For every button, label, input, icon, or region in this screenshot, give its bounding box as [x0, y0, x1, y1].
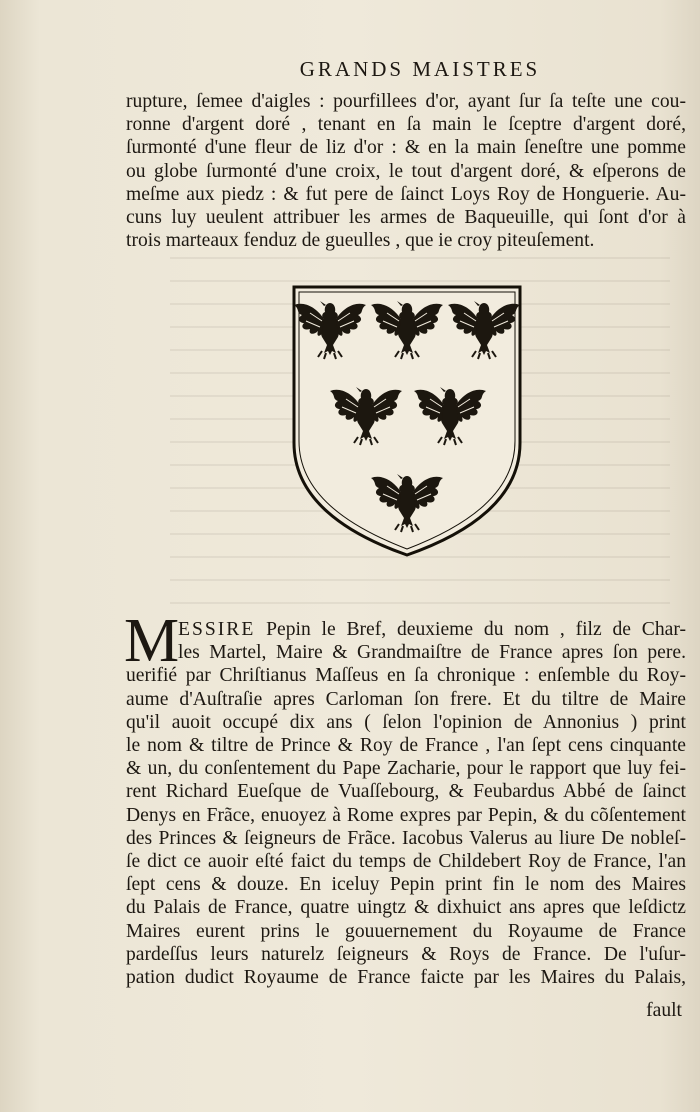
- text-line: Maires eurent prins le gouuernement du Royaume de France: [126, 920, 686, 942]
- coat-of-arms-shield: [290, 283, 524, 559]
- text-line: uerifié par Chriſtianus Maſſeus en ſa chronique : enſemble du Roy-: [126, 665, 686, 687]
- catchword: fault: [646, 1000, 682, 1021]
- text-line: ſept cens & douze. En iceluy Pepin print fin le nom des Maires: [126, 874, 686, 896]
- text-line: rupture, ſemee d'aigles : pourfillees d'or, ayant ſur ſa teſte une cou-: [126, 91, 686, 112]
- text-line: ſurmonté d'une fleur de liz d'or : & en la main ſeneſtre une pomme: [126, 137, 686, 159]
- text-line: trois marteaux fenduz de gueulles , que ie croy piteuſement.: [126, 230, 595, 252]
- text-line: rent Richard Eueſque de Vuaſſebourg, & Feubardus Abbé de ſainct: [126, 781, 686, 803]
- text-line: qu'il auoit occupé dix ans ( ſelon l'opinion de Annonius ) print: [126, 711, 686, 733]
- running-title: GRANDS MAISTRES: [299, 57, 541, 81]
- text-line: les Martel, Maire & Grandmaiſtre de France apres ſon pere.: [178, 642, 686, 664]
- text-line: le nom & tiltre de Prince & Roy de France , l'an ſept cens cinquante: [126, 735, 686, 757]
- text-line: meſme aux piedz : & fut pere de ſainct Loys Roy de Honguerie. Au-: [126, 183, 686, 205]
- text-line: des Princes & ſeigneurs de Frãce. Iacobus Valerus au liure De nobleſ-: [126, 827, 686, 849]
- main-paragraph: [126, 618, 686, 989]
- text-line: cuns luy ueulent attribuer les armes de Baqueuille, qui ſont d'or à: [126, 207, 686, 229]
- first-word: ESSIRE: [178, 619, 256, 640]
- text-line: Denys en Frãce, enuoyez à Rome expres par Pepin, & du cõſentement: [126, 804, 686, 826]
- text-line: pation dudict Royaume de France faicte par les Maires du Palais,: [126, 967, 686, 989]
- text-line: ſe dict ce auoir eſté faict du temps de Childebert Roy de France, l'an: [126, 851, 686, 873]
- text-line: du Palais de France, quatre uingtz & dixhuict ans apres que leſdictz: [126, 897, 686, 919]
- text-line: aume d'Auſtraſie apres Carloman ſon frere. Et du tiltre de Maire: [126, 688, 686, 710]
- top-paragraph: [126, 90, 686, 252]
- drop-cap: M: [124, 607, 180, 675]
- text-line: [126, 618, 686, 641]
- text-line: ou globe ſurmonté d'une croix, le tout d'argent doré, & eſperons de: [126, 160, 686, 182]
- text-line: & un, du conſentement du Pape Zacharie, pour le rapport que luy fei-: [126, 758, 686, 780]
- line-rest: Pepin le Bref, deuxieme du nom , filz de Char-: [255, 619, 686, 640]
- text-line: pardeſſus leurs naturelz ſeigneurs & Roys de France. De l'uſur-: [126, 943, 686, 965]
- text-line: ronne d'argent doré , tenant en ſa main le ſceptre d'argent doré,: [126, 114, 686, 136]
